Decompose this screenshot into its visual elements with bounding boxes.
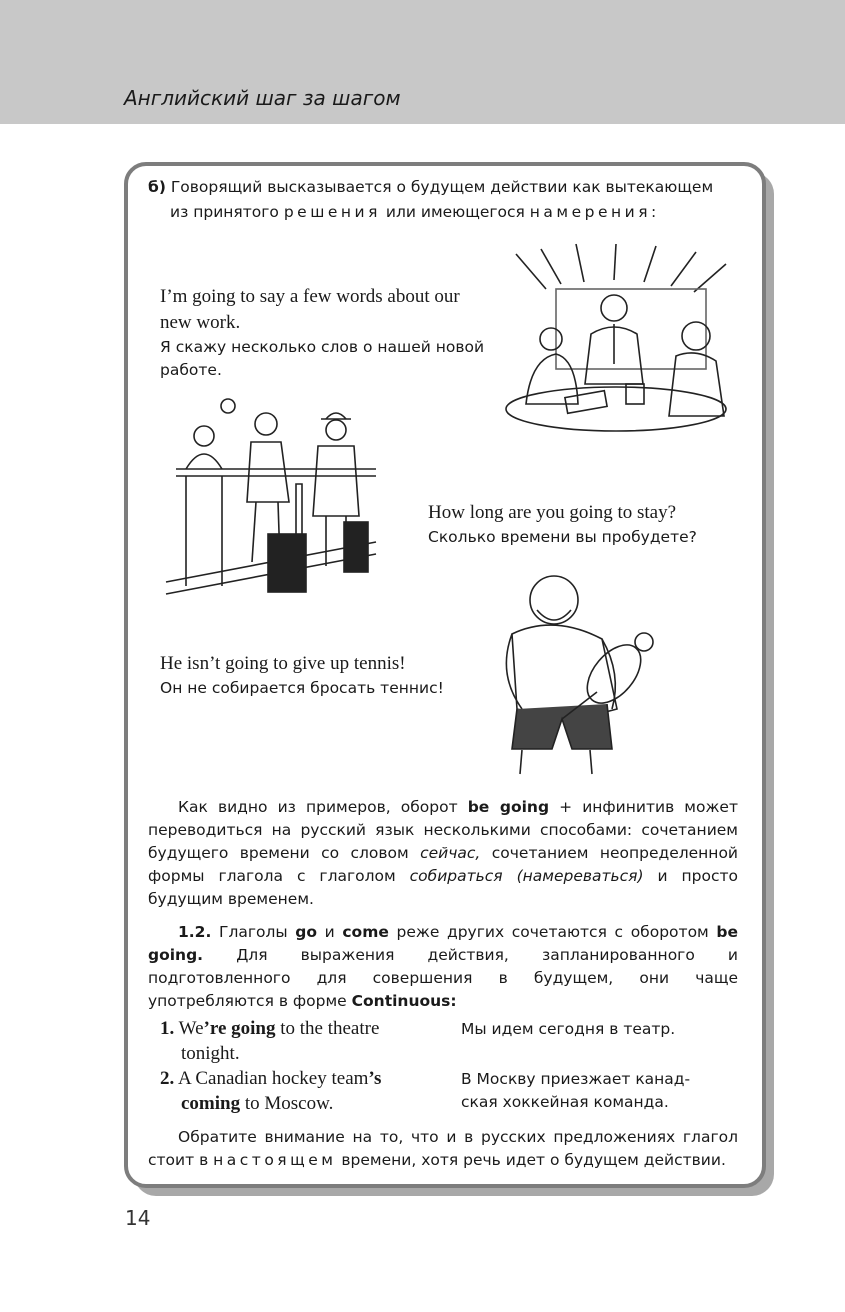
para2-text-c: реже других сочетаются с оборотом xyxy=(388,923,717,941)
para2-text-b: и xyxy=(317,923,343,941)
para1-italic-1: сейчас, xyxy=(420,844,481,862)
intro-spaced-word-1: решения xyxy=(283,203,381,221)
sentence-1-number: 1. xyxy=(160,1018,175,1039)
sentence-2-bold-1: ’s xyxy=(368,1068,382,1089)
para1-text-b: + инфинитив может переводиться на русский язык несколькими способами: сочетанием будущего времени со словом xyxy=(148,798,738,862)
intro-spaced-word-2: намерения xyxy=(529,203,652,221)
para3-text-b: времени, хотя речь идет о будущем действии. xyxy=(336,1151,726,1169)
paragraph-1 xyxy=(148,796,738,911)
para3-text-a: Обратите внимание на то, что и в русских предложениях глагол стоит в xyxy=(148,1128,738,1169)
example-2-russian: Сколько времени вы пробудете? xyxy=(428,528,697,546)
paragraph-2 xyxy=(148,921,738,1013)
para1-text-a: Как видно из примеров, оборот xyxy=(178,798,468,816)
para2-bold-come: come xyxy=(342,923,389,941)
para1-bold-be-going: be going xyxy=(467,798,550,816)
intro-line-2c: : xyxy=(651,203,657,221)
sentence-2-text-b: to Moscow. xyxy=(240,1093,334,1114)
sentence-2-english xyxy=(160,1066,450,1116)
example-2-english: How long are you going to stay? xyxy=(428,502,677,523)
intro-text xyxy=(148,175,740,225)
para1-text-c: сочетанием неопределенной формы глагола с глаголом xyxy=(148,844,738,885)
example-1-russian-line-2: работе. xyxy=(160,361,222,379)
running-header-title: Английский шаг за шагом xyxy=(124,86,401,110)
intro-label: б) xyxy=(148,178,166,196)
sentence-2-number: 2. xyxy=(160,1068,175,1089)
example-1 xyxy=(160,284,500,382)
example-2 xyxy=(428,500,728,549)
example-3-english: He isn’t going to give up tennis! xyxy=(160,653,406,674)
intro-line-2b: или имеющегося xyxy=(380,203,530,221)
sentence-1-english xyxy=(160,1016,440,1066)
para2-number: 1.2. xyxy=(178,923,212,941)
sentence-2-text-a: A Canadian hockey team xyxy=(177,1068,369,1089)
para1-italic-2: собираться (намереваться) xyxy=(409,867,644,885)
paragraph-3 xyxy=(148,1126,738,1172)
sentence-1-text-c: tonight. xyxy=(181,1043,240,1064)
sentence-1-russian-line-1: Мы идем сегодня в театр. xyxy=(461,1020,676,1038)
example-3 xyxy=(160,651,470,700)
intro-line-2a: из принятого xyxy=(170,203,284,221)
sentence-2-russian-line-2: ская хоккейная команда. xyxy=(461,1093,669,1111)
example-1-russian-line-1: Я скажу несколько слов о нашей новой xyxy=(160,338,485,356)
sentence-2-bold-2: coming xyxy=(181,1093,241,1114)
sentence-2-russian xyxy=(461,1068,690,1114)
example-1-english-line-1: I’m going to say a few words about our xyxy=(160,286,460,307)
sentence-1-text-b: to the theatre xyxy=(275,1018,380,1039)
page-number: 14 xyxy=(125,1206,151,1230)
para2-bold-go: go xyxy=(295,923,318,941)
tennis-player-illustration xyxy=(492,574,664,774)
hotel-reception-illustration xyxy=(166,394,392,604)
para2-bold-continuous: Continuous: xyxy=(351,992,457,1010)
para2-text-a: Глаголы xyxy=(211,923,296,941)
example-3-russian: Он не собирается бросать теннис! xyxy=(160,679,444,697)
sentence-1-russian xyxy=(461,1018,675,1041)
sentence-1-bold: ’re going xyxy=(203,1018,276,1039)
intro-line-1: Говорящий высказывается о будущем действии как вытекающем xyxy=(170,178,714,196)
para2-text-d: Для выражения действия, запланированного и подготовленного для совершения в будущем, они чаще употребляются в форме xyxy=(148,946,738,1010)
meeting-illustration xyxy=(496,244,742,434)
para2-bold-be-going: be going. xyxy=(148,923,738,964)
example-1-english-line-2: new work. xyxy=(160,312,241,333)
para1-text-d: и просто будущим временем. xyxy=(148,867,738,908)
sentence-2-russian-line-1: В Москву приезжает канад- xyxy=(461,1070,691,1088)
sentence-1-text-a: We xyxy=(178,1018,204,1039)
para3-spaced-word: настоящем xyxy=(213,1151,337,1169)
